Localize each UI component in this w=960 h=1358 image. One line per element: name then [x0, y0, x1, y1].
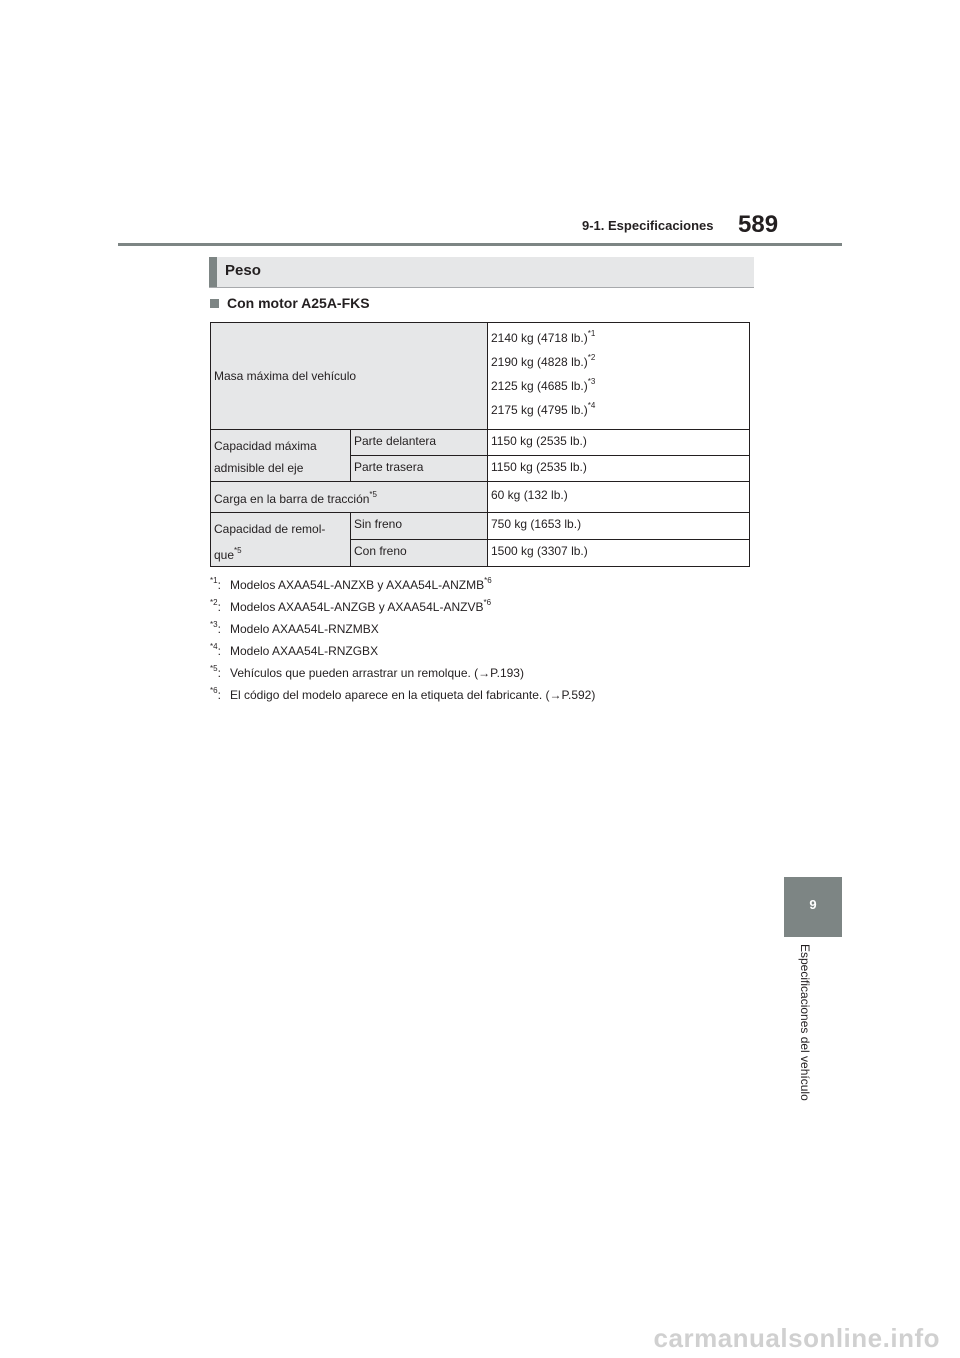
table-row [211, 513, 750, 540]
towing-unbraked-value: 750 kg (1653 lb.) [488, 513, 750, 540]
footnote: $^{*4}$: Modelo AXAA54L-RNZGBX [210, 642, 379, 658]
mass-value: 2190 kg (4828 lb.)$^{*2}$ [491, 353, 596, 369]
section-bar-accent [209, 257, 217, 287]
sub-heading [210, 295, 370, 311]
table-row [211, 323, 750, 430]
mass-label: Masa máxima del vehículo [214, 369, 357, 383]
footnote: $^{*3}$: Modelo AXAA54L-RNZMBX [210, 620, 379, 636]
mass-value: 2140 kg (4718 lb.)$^{*1}$ [491, 329, 596, 345]
page-number: 589 [738, 211, 779, 238]
drawbar-label-cell: Carga en la barra de tracción$^{*5}$ [211, 482, 488, 513]
table-row [211, 482, 750, 513]
section-title-bar [209, 257, 754, 288]
mass-value: 2125 kg (4685 lb.)$^{*3}$ [491, 377, 596, 393]
axle-rear-label: Parte trasera [351, 456, 488, 482]
weight-spec-table [210, 322, 750, 567]
mass-values-cell [488, 323, 750, 430]
axle-front-label: Parte delantera [351, 430, 488, 456]
header-divider [118, 243, 842, 246]
mass-label-cell [211, 323, 488, 430]
section-title: Peso [225, 262, 261, 279]
footnote: $^{*6}$: El código del modelo aparece en la etiqueta del fabricante. (→P.592) [210, 686, 596, 702]
footnote: $^{*2}$: Modelos AXAA54L-ANZGB y AXAA54L-ANZVB$^{*6}$ [210, 598, 492, 614]
footnote: $^{*5}$: Vehículos que pueden arrastrar un remolque. (→P.193) [210, 664, 524, 680]
towing-braked-label: Con freno [351, 540, 488, 567]
axle-front-value: 1150 kg (2535 lb.) [488, 430, 750, 456]
footnotes [210, 570, 595, 702]
square-bullet-icon [210, 299, 219, 308]
towing-label-cell: Capacidad de remol- que$^{*5}$ [211, 513, 351, 567]
header-section-title: 9-1. Especificaciones [582, 218, 714, 233]
watermark: carmanualsonline.info [653, 1323, 940, 1353]
drawbar-value: 60 kg (132 lb.) [488, 482, 750, 513]
towing-unbraked-label: Sin freno [351, 513, 488, 540]
chapter-number: 9 [809, 897, 817, 912]
table-row [211, 430, 750, 456]
footnote: $^{*1}$: Modelos AXAA54L-ANZXB y AXAA54L-ANZMB$^{*6}$ [210, 576, 492, 592]
chapter-label: Especificaciones del vehículo [798, 944, 812, 1101]
axle-rear-value: 1150 kg (2535 lb.) [488, 456, 750, 482]
axle-label-cell: Capacidad máxima admisible del eje [211, 430, 351, 482]
sub-heading-text: Con motor A25A-FKS [227, 295, 370, 311]
towing-braked-value: 1500 kg (3307 lb.) [488, 540, 750, 567]
mass-value: 2175 kg (4795 lb.)$^{*4}$ [491, 401, 596, 417]
chapter-tab [784, 877, 842, 937]
